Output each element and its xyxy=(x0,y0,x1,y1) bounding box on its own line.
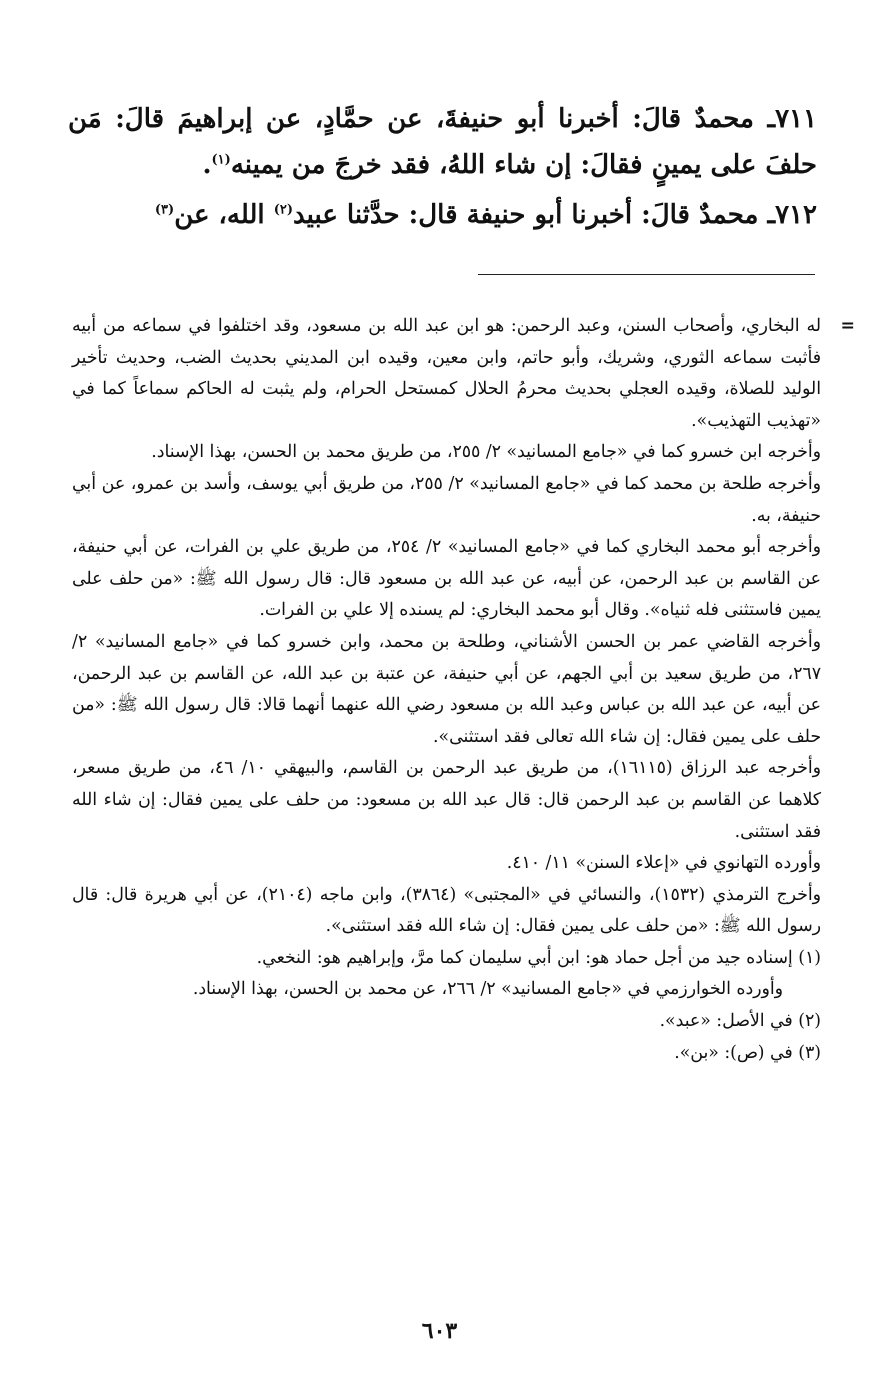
main-text xyxy=(68,96,817,238)
footnotes xyxy=(72,311,855,1069)
hadith-712 xyxy=(68,192,817,238)
hadith-number: ٧١٢ـ xyxy=(767,200,817,230)
footnote-label: (٣) xyxy=(798,1042,821,1063)
footnote-3 xyxy=(72,1038,821,1070)
footnote-label: (١) xyxy=(798,947,821,968)
hadith-number: ٧١١ـ xyxy=(767,104,817,134)
footnote-text: إسناده جيد من أجل حماد هو: ابن أبي سليمان كما مرَّ، وإبراهيم هو: النخعي. xyxy=(256,947,793,968)
footnote-text: وأورده الخوارزمي في «جامع المسانيد» ٢/ ٢٦٦، عن محمد بن الحسن، بهذا الإسناد. xyxy=(192,979,783,1000)
footnote-ref[interactable]: (١) xyxy=(211,152,231,168)
hadith-711 xyxy=(68,96,817,188)
footnote-paragraph: وأخرجه أبو محمد البخاري كما في «جامع المسانيد» ٢/ ٢٥٤، من طريق علي بن الفرات، عن أبي حنيفة، عن القاسم بن عبد الرحمن، عن أبيه، عن عبد الله بن مسعود قال: قال رسول الله ﷺ: «من حلف على يمين فاستثنى فله ثنياه». وقال أبو محمد البخاري: لم يسنده إلا علي بن الفرات. xyxy=(72,537,821,621)
footnote-divider xyxy=(478,274,815,275)
footnote-paragraph: وأخرجه طلحة بن محمد كما في «جامع المسانيد» ٢/ ٢٥٥، من طريق أبي يوسف، وأسد بن عمرو، عن أبي حنيفة، به. xyxy=(72,473,821,526)
footnote-paragraph: وأخرجه القاضي عمر بن الحسن الأشناني، وطلحة بن محمد، وابن خسرو كما في «جامع المسانيد» ٢/ ٢٦٧، من طريق سعيد بن أبي الجهم، عن أبي حنيفة، عن عتبة بن عبد الله، عن القاسم بن عبد الرحمن، عن أبيه، عن عبد الله بن عباس وعبد الله بن مسعود رضي الله عنهما أنهما قالا: قال رسول الله ﷺ: «من حلف على يمين فقال: إن شاء الله تعالى فقد استثنى». xyxy=(72,631,821,747)
footnote-paragraph: وأخرجه ابن خسرو كما في «جامع المسانيد» ٢/ ٢٥٥، من طريق محمد بن الحسن، بهذا الإسناد. xyxy=(151,442,821,463)
continuation-mark: = xyxy=(840,316,855,336)
footnote-ref[interactable]: (٣) xyxy=(154,202,175,218)
footnote-paragraph: وأورده التهانوي في «إعلاء السنن» ١١/ ٤١٠. xyxy=(506,853,821,874)
page-number: ٦٠٣ xyxy=(421,1318,458,1344)
footnote-label: (٢) xyxy=(798,1011,821,1032)
sentence-end: . xyxy=(202,150,212,180)
hadith-text: محمدٌ قالَ: أخبرنا أبو حنيفةَ، عن حمَّادٍ، عن إبراهيمَ قالَ: مَن حلفَ على يمينٍ فقالَ: إن شاء اللهُ، فقد خرجَ من يمينه xyxy=(68,104,817,180)
hadith-text: محمدٌ قالَ: أخبرنا أبو حنيفة قال: حدَّثنا عبيد xyxy=(293,200,759,230)
footnote-1-continued xyxy=(72,974,821,1006)
footnote-paragraph: وأخرجه عبد الرزاق (١٦١١٥)، من طريق عبد الرحمن بن القاسم، والبيهقي ١٠/ ٤٦، من طريق مسعر، كلاهما عن القاسم بن عبد الرحمن قال: قال عبد الله بن مسعود: من حلف على يمين فقال: إن شاء الله فقد استثنى. xyxy=(72,758,821,842)
footnote-paragraph: = له البخاري، وأصحاب السنن، وعبد الرحمن: هو ابن عبد الله بن مسعود، وقد اختلفوا في سماعه من أبيه فأثبت سماعه الثوري، وشريك، وأبو حاتم، وابن معين، وقيده ابن المديني بحديث الضب، وحديث تأخير الوليد للصلاة، وقيده العجلي بحديث محرمُ الحلال كمستحل الحرام، ولم يثبت له الحاكم سماعاً كما في «تهذيب التهذيب». xyxy=(72,311,821,437)
footnote-ref[interactable]: (٢) xyxy=(273,202,293,218)
footnote-paragraph: وأخرج الترمذي (١٥٣٢)، والنسائي في «المجتبى» (٣٨٦٤)، وابن ماجه (٢١٠٤)، عن أبي هريرة قال: قال رسول الله ﷺ: «من حلف على يمين فقال: إن شاء الله فقد استثنى». xyxy=(72,884,821,937)
footnote-text: في (ص): «بن». xyxy=(674,1042,793,1063)
footnote-1 xyxy=(72,943,821,975)
hadith-text: الله، عن xyxy=(174,200,265,230)
footnote-2 xyxy=(72,1006,821,1038)
footnote-text: في الأصل: «عبد». xyxy=(659,1011,793,1032)
